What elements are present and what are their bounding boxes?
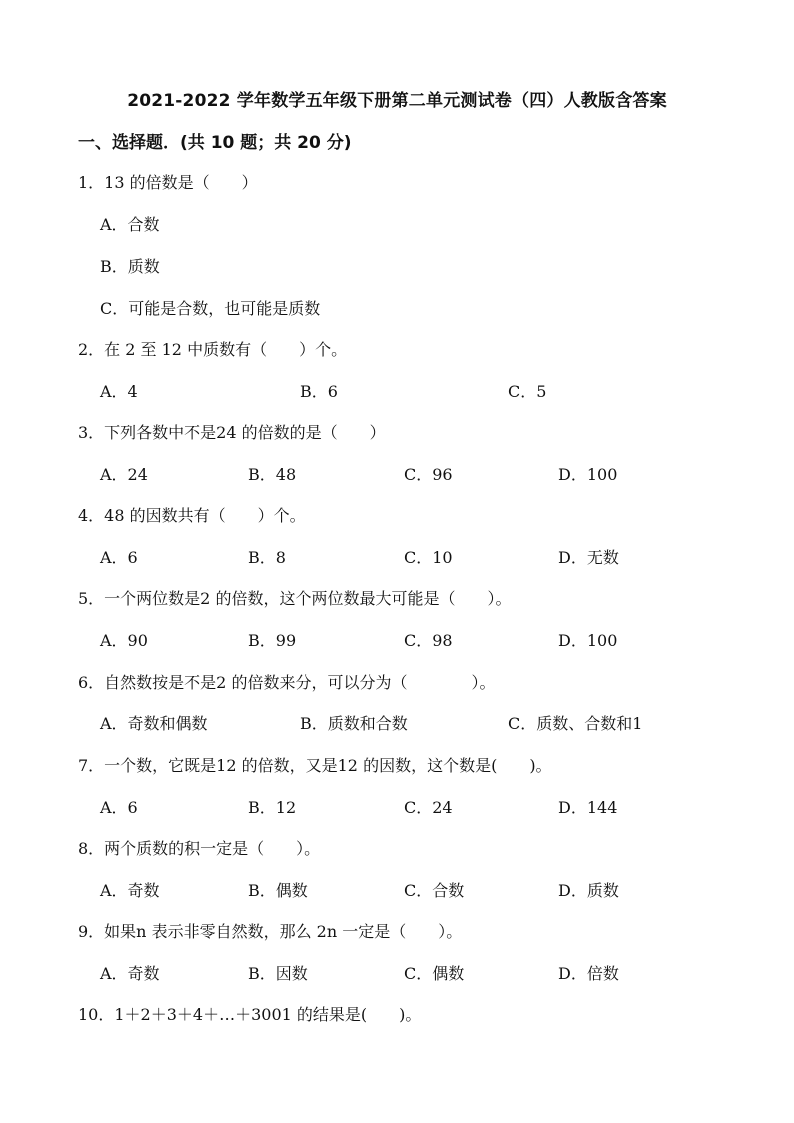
- q7-option-d: D．144: [558, 798, 618, 817]
- q6-option-a: A．奇数和偶数: [100, 714, 208, 733]
- q1-option-c: C．可能是合数，也可能是质数: [100, 299, 321, 318]
- q3-option-b: B．48: [248, 465, 297, 484]
- q6-option-c: C．质数、合数和1: [508, 714, 643, 733]
- q4-option-d: D．无数: [558, 548, 619, 567]
- q8-option-d: D．质数: [558, 881, 619, 900]
- page-title: 2021-2022 学年数学五年级下册第二单元测试卷（四）人教版含答案: [127, 91, 667, 111]
- question-5: 5．一个两位数是2 的倍数，这个两位数最大可能是（ ）。: [78, 589, 512, 608]
- q4-option-a: A．6: [100, 548, 138, 567]
- question-9: 9．如果n 表示非零自然数，那么 2n 一定是（ ）。: [78, 922, 463, 941]
- question-7: 7．一个数，它既是12 的倍数，又是12 的因数，这个数是( )。: [78, 756, 552, 775]
- q6-option-b: B．质数和合数: [300, 714, 408, 733]
- question-6: 6．自然数按是不是2 的倍数来分，可以分为（ ）。: [78, 673, 496, 692]
- question-4: 4．48 的因数共有（ ）个。: [78, 506, 306, 525]
- q2-option-b: B．6: [300, 382, 338, 401]
- q1-option-a: A．合数: [100, 215, 160, 234]
- q8-option-c: C．合数: [404, 881, 465, 900]
- q4-option-c: C．10: [404, 548, 453, 567]
- q5-option-d: D．100: [558, 631, 618, 650]
- q3-option-a: A．24: [100, 465, 148, 484]
- section-heading: 一、选择题．(共 10 题；共 20 分): [78, 133, 352, 153]
- q5-option-b: B．99: [248, 631, 297, 650]
- q3-option-c: C．96: [404, 465, 453, 484]
- q8-option-a: A．奇数: [100, 881, 160, 900]
- question-8: 8．两个质数的积一定是（ ）。: [78, 839, 321, 858]
- q5-option-c: C．98: [404, 631, 453, 650]
- question-1: 1．13 的倍数是（ ）: [78, 173, 258, 192]
- q7-option-c: C．24: [404, 798, 453, 817]
- question-10: 10．1＋2＋3＋4＋…＋3001 的结果是( )。: [78, 1005, 422, 1024]
- q2-option-c: C．5: [508, 382, 547, 401]
- q9-option-a: A．奇数: [100, 964, 160, 983]
- question-2: 2．在 2 至 12 中质数有（ ）个。: [78, 340, 348, 359]
- q4-option-b: B．8: [248, 548, 286, 567]
- q9-option-d: D．倍数: [558, 964, 619, 983]
- q9-option-c: C．偶数: [404, 964, 465, 983]
- question-3: 3．下列各数中不是24 的倍数的是（ ）: [78, 423, 386, 442]
- q2-option-a: A．4: [100, 382, 138, 401]
- q1-option-b: B．质数: [100, 257, 160, 276]
- q7-option-a: A．6: [100, 798, 138, 817]
- q5-option-a: A．90: [100, 631, 148, 650]
- q8-option-b: B．偶数: [248, 881, 308, 900]
- q3-option-d: D．100: [558, 465, 618, 484]
- q9-option-b: B．因数: [248, 964, 308, 983]
- q7-option-b: B．12: [248, 798, 297, 817]
